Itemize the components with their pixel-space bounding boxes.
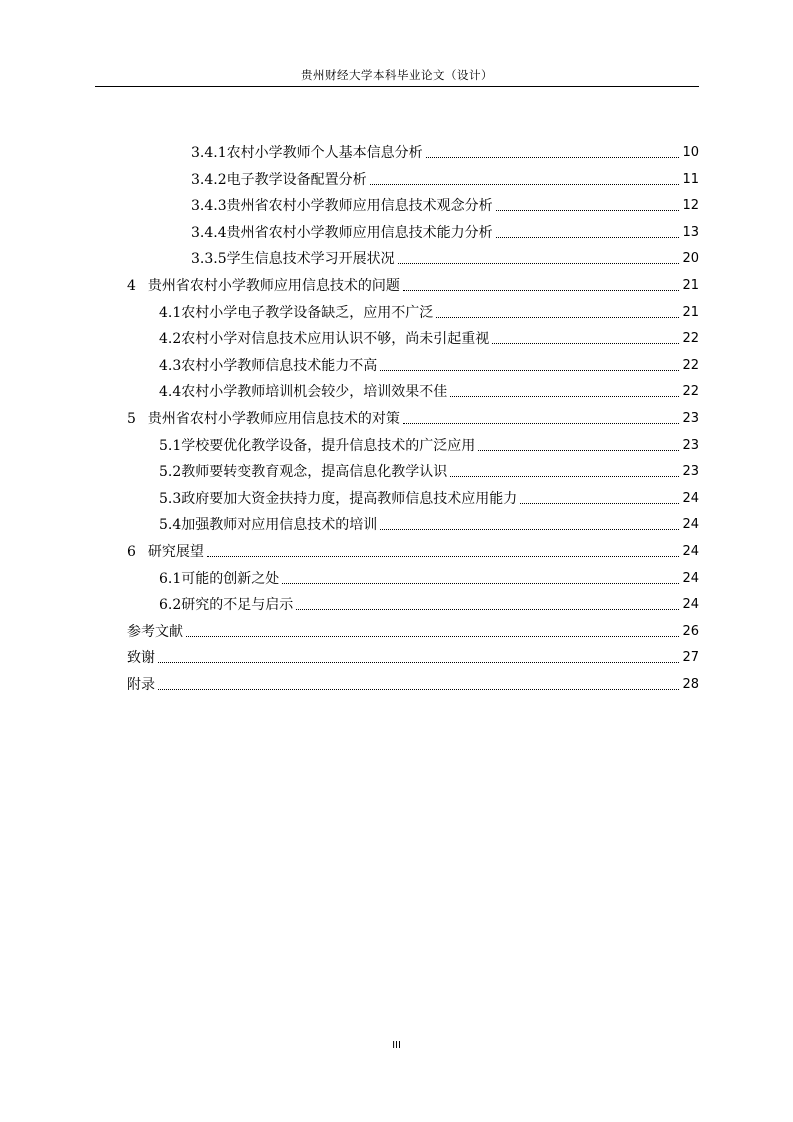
toc-entry-title: 学生信息技术学习开展状况 xyxy=(226,251,395,268)
toc-entry-page: 28 xyxy=(682,677,699,692)
toc-entry-title: 农村小学电子教学设备缺乏，应用不广泛 xyxy=(181,304,434,321)
toc-dot-leader xyxy=(403,423,680,424)
page-header: 贵州财经大学本科毕业论文（设计） xyxy=(301,68,493,82)
toc-entry-number: 3.4.4 xyxy=(191,224,227,241)
toc-entry-title: 加强教师对应用信息技术的培训 xyxy=(181,517,378,534)
toc-entry[interactable] xyxy=(127,403,699,429)
toc-entry[interactable] xyxy=(159,350,699,376)
toc-entry-title: 致谢 xyxy=(127,650,155,667)
toc-entry-page: 20 xyxy=(682,251,699,267)
toc-entry-number: 3.4.1 xyxy=(191,145,227,161)
toc-entry-number: 3.4.2 xyxy=(191,171,227,188)
toc-entry-title: 贵州省农村小学教师应用信息技术能力分析 xyxy=(226,224,493,241)
toc-entry-number: 6.2 xyxy=(159,597,182,614)
toc-entry[interactable] xyxy=(127,270,699,296)
toc-entry-title: 贵州省农村小学教师应用信息技术的问题 xyxy=(147,278,400,294)
toc-entry-title: 教师要转变教育观念，提高信息化教学认识 xyxy=(181,464,448,481)
toc-entry-number: 4.4 xyxy=(159,384,182,401)
toc-entry-page: 12 xyxy=(682,198,699,214)
toc-entry-page: 23 xyxy=(682,437,699,453)
toc-dot-leader xyxy=(296,609,679,610)
toc-entry-number: 6 xyxy=(127,544,136,560)
page-number: III xyxy=(392,1040,401,1051)
toc-entry-page: 22 xyxy=(682,331,699,347)
toc-entry-page: 26 xyxy=(682,623,699,639)
toc-entry[interactable] xyxy=(159,589,699,615)
toc-entry-title: 农村小学教师个人基本信息分析 xyxy=(226,145,423,161)
header-rule xyxy=(95,86,699,87)
toc-dot-leader xyxy=(450,476,679,477)
toc-entry-page: 21 xyxy=(682,304,699,320)
toc-entry-number: 4.1 xyxy=(159,304,182,321)
toc-entry[interactable] xyxy=(191,137,699,163)
toc-dot-leader xyxy=(380,370,679,371)
toc-entry[interactable] xyxy=(127,616,699,642)
toc-entry-title: 农村小学教师信息技术能力不高 xyxy=(181,357,378,374)
toc-dot-leader xyxy=(492,343,679,344)
toc-entry-page: 27 xyxy=(682,650,699,666)
toc-dot-leader xyxy=(478,450,679,451)
toc-entry-title: 研究的不足与启示 xyxy=(181,597,294,614)
toc-dot-leader xyxy=(158,689,679,690)
toc-entry-page: 22 xyxy=(682,384,699,400)
toc-entry[interactable] xyxy=(159,563,699,589)
toc-entry-title: 研究展望 xyxy=(147,544,204,560)
toc-entry-number: 5 xyxy=(127,411,136,427)
toc-entry[interactable] xyxy=(127,642,699,668)
toc-entry-number: 4.2 xyxy=(159,331,182,348)
toc-dot-leader xyxy=(158,662,679,663)
toc-entry[interactable] xyxy=(159,376,699,402)
toc-entry-number: 5.4 xyxy=(159,517,182,534)
toc-entry[interactable] xyxy=(191,164,699,190)
toc-entry-page: 23 xyxy=(682,464,699,480)
toc-dot-leader xyxy=(426,157,680,158)
toc-entry-page: 21 xyxy=(682,278,699,293)
toc-entry-number: 5.1 xyxy=(159,437,182,454)
toc-dot-leader xyxy=(496,237,680,238)
toc-entry-page: 24 xyxy=(682,517,699,533)
toc-dot-leader xyxy=(398,263,680,264)
toc-entry-title: 农村小学对信息技术应用认识不够，尚未引起重视 xyxy=(181,331,490,348)
toc-entry[interactable] xyxy=(127,536,699,562)
toc-entry-title: 可能的创新之处 xyxy=(181,570,280,587)
toc-entry[interactable] xyxy=(191,190,699,216)
toc-entry-page: 24 xyxy=(682,570,699,586)
toc-entry-page: 24 xyxy=(682,490,699,506)
toc-entry-page: 11 xyxy=(682,171,699,187)
toc-entry-number: 3.4.3 xyxy=(191,198,227,215)
toc-dot-leader xyxy=(380,529,679,530)
toc-entry[interactable] xyxy=(127,669,699,695)
toc-dot-leader xyxy=(207,556,680,557)
toc-entry-title: 学校要优化教学设备，提升信息技术的广泛应用 xyxy=(181,437,476,454)
toc-entry[interactable] xyxy=(159,297,699,323)
toc-entry-title: 贵州省农村小学教师应用信息技术观念分析 xyxy=(226,198,493,215)
toc-entry-page: 13 xyxy=(682,224,699,240)
toc-dot-leader xyxy=(370,184,680,185)
toc-dot-leader xyxy=(403,290,680,291)
toc-entry[interactable] xyxy=(159,509,699,535)
toc-entry-title: 附录 xyxy=(127,677,155,693)
toc-entry-title: 电子教学设备配置分析 xyxy=(226,171,367,188)
toc-dot-leader xyxy=(186,636,679,637)
toc-entry[interactable] xyxy=(191,217,699,243)
toc-entry-page: 22 xyxy=(682,357,699,373)
toc-entry-number: 5.3 xyxy=(159,490,182,507)
toc-entry-number: 5.2 xyxy=(159,464,182,481)
toc-entry-page: 24 xyxy=(682,597,699,613)
toc-entry[interactable] xyxy=(159,483,699,509)
toc-entry-title: 贵州省农村小学教师应用信息技术的对策 xyxy=(147,411,400,427)
toc-entry-number: 4 xyxy=(127,278,136,294)
toc-entry-number: 4.3 xyxy=(159,357,182,374)
toc-entry-number: 6.1 xyxy=(159,570,182,587)
toc-entry[interactable] xyxy=(159,430,699,456)
toc-entry-page: 24 xyxy=(682,544,699,559)
toc-entry[interactable] xyxy=(159,456,699,482)
toc-dot-leader xyxy=(520,503,679,504)
toc-entry-number: 3.3.5 xyxy=(191,251,227,268)
toc-entry[interactable] xyxy=(191,243,699,269)
toc-entry[interactable] xyxy=(159,323,699,349)
toc-entry-page: 10 xyxy=(682,145,699,160)
toc-entry-page: 23 xyxy=(682,411,699,426)
toc-entry-title: 政府要加大资金扶持力度，提高教师信息技术应用能力 xyxy=(181,490,518,507)
toc-entry-title: 农村小学教师培训机会较少，培训效果不佳 xyxy=(181,384,448,401)
toc-dot-leader xyxy=(282,583,679,584)
toc-dot-leader xyxy=(496,210,680,211)
toc-dot-leader xyxy=(450,396,679,397)
toc-entry-title: 参考文献 xyxy=(127,623,183,640)
toc-dot-leader xyxy=(436,317,679,318)
